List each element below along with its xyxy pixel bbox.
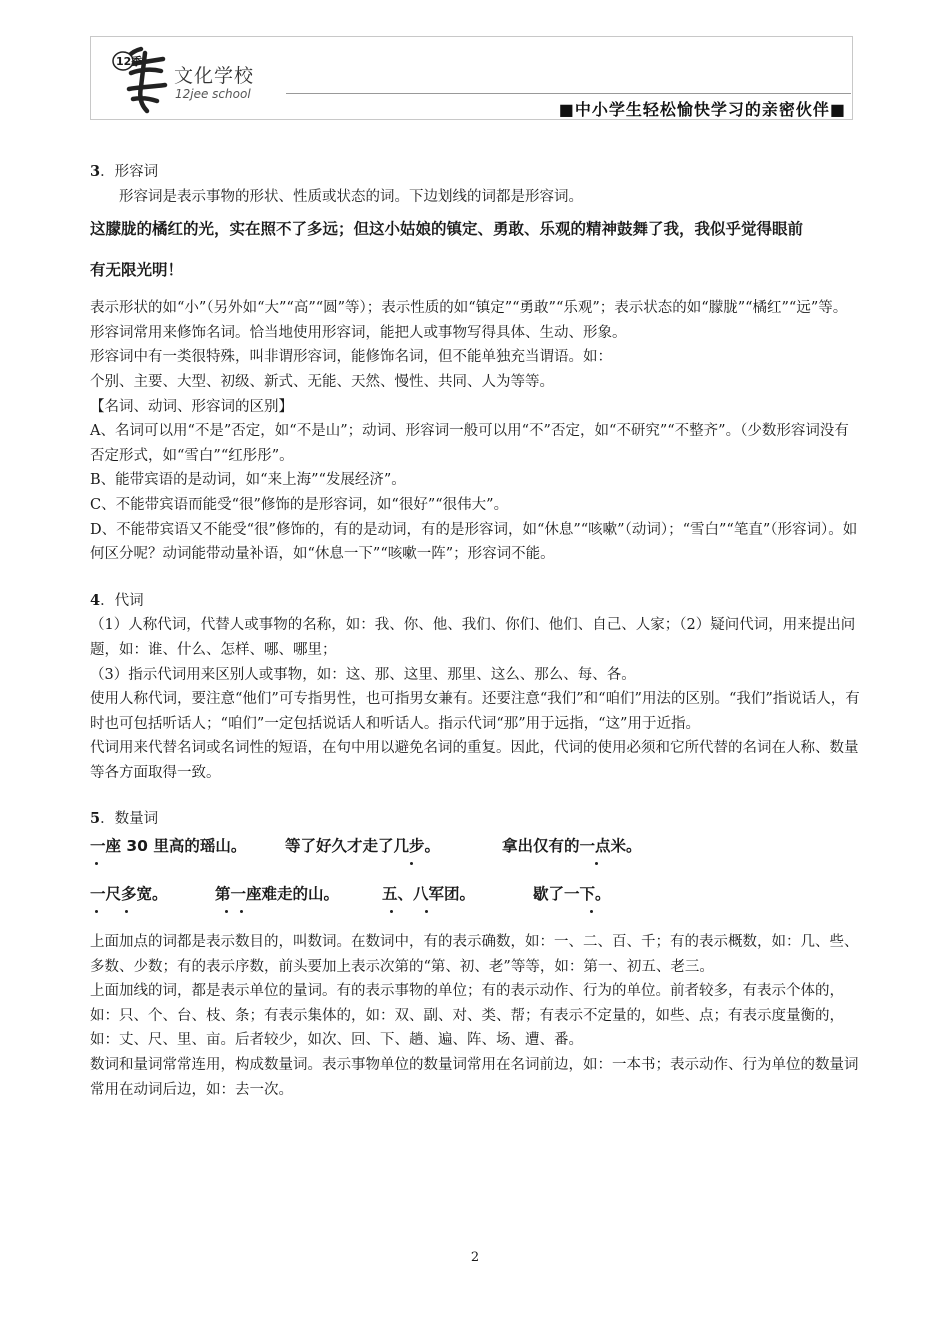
paragraph: 代词用来代替名词或名词性的短语，在句中用以避免名词的重复。因此，代词的使用必须和它所代替的名词在人称、数量等各方面取得一致。 bbox=[90, 740, 859, 781]
paragraph: C、不能带宾语而能受“很”修饰的是形容词，如“很好”“很伟大”。 bbox=[90, 496, 509, 513]
section-title-text: ．代词 bbox=[100, 592, 144, 609]
section-4-title bbox=[90, 589, 862, 614]
numeral-example: 第一座难走的山。 bbox=[215, 885, 340, 904]
header-slogan: ■中小学生轻松愉快学习的亲密伙伴■ bbox=[558, 100, 846, 119]
section-5-title bbox=[90, 807, 862, 832]
page-header bbox=[90, 36, 853, 120]
paragraph: 数词和量词常常连用，构成数量词。表示事物单位的数量词常用在名词前边，如：一本书；表示动作、行为单位的数量词常用在动词后边，如：去一次。 bbox=[90, 1057, 859, 1098]
emphasis-dot bbox=[125, 910, 128, 913]
section-3-intro: 形容词是表示事物的形状、性质或状态的词。下边划线的词都是形容词。 bbox=[119, 188, 583, 205]
school-english-name: 12jee school bbox=[175, 87, 251, 101]
paragraph: 形容词中有一类很特殊，叫非谓形容词，能修饰名词，但不能单独充当谓语。如： bbox=[90, 349, 612, 366]
emphasis-dot bbox=[410, 862, 413, 865]
emphasis-dot bbox=[595, 862, 598, 865]
paragraph: 上面加点的词都是表示数目的，叫数词。在数词中，有的表示确数，如：一、二、百、千；有的表示概数，如：几、些、多数、少数；有的表示序数，前头要加上表示次第的“第、初、老”等等，如：第一、初五、老三。 bbox=[90, 934, 859, 975]
numeral-example: 等了好久才走了几步。 bbox=[285, 837, 441, 856]
emphasis-dot bbox=[240, 910, 243, 913]
example-sentence: 这朦胧的橘红的光，实在照不了多远；但这小姑娘的镇定、勇敢、乐观的精神鼓舞了我，我似乎觉得眼前 bbox=[90, 220, 804, 239]
paragraph: B、能带宾语的是动词，如“来上海”“发展经济”。 bbox=[90, 472, 406, 489]
emphasis-dot bbox=[390, 910, 393, 913]
numeral-example: 一尺多宽。 bbox=[90, 885, 168, 904]
emphasis-dot bbox=[95, 862, 98, 865]
paragraph: 表示形状的如“小”（另外如“大”“高”“圆”等）；表示性质的如“镇定”“勇敢”“乐观”；表示状态的如“朦胧”“橘红”“远”等。 bbox=[90, 300, 848, 317]
paragraph: A、名词可以用“不是”否定，如“不是山”；动词、形容词一般可以用“不”否定，如“不研究”“不整齐”。（少数形容词没有否定形式，如“雪白”“红彤彤”。 bbox=[90, 423, 849, 464]
subheading: 【名词、动词、形容词的区别】 bbox=[90, 398, 293, 415]
document-body bbox=[90, 160, 862, 1102]
numeral-example: 拿出仅有的一点米。 bbox=[502, 837, 642, 856]
section-number: 5 bbox=[90, 810, 101, 828]
emphasis-dot bbox=[425, 910, 428, 913]
example-sentence-cont: 有无限光明！ bbox=[90, 261, 184, 280]
section-number: 3 bbox=[90, 163, 101, 180]
numeral-example: 一座 30 里高的瑶山。 bbox=[90, 837, 247, 856]
numeral-example-row-1 bbox=[90, 834, 862, 882]
school-name: 文化学校 bbox=[174, 65, 255, 87]
emphasis-dot bbox=[225, 910, 228, 913]
paragraph: D、不能带宾语又不能受“很”修饰的，有的是动词，有的是形容词，如“休息”“咳嗽”（动词）；“雪白”“笔直”（形容词）。如何区分呢？动词能带动量补语，如“休息一下”“咳嗽一阵”；形容词不能。 bbox=[90, 521, 858, 563]
emphasis-dot bbox=[95, 910, 98, 913]
section-title-text: ．数量词 bbox=[100, 811, 159, 828]
page-number: 2 bbox=[470, 1250, 480, 1265]
emphasis-dot bbox=[590, 910, 593, 913]
paragraph: 使用人称代词，要注意“他们”可专指男性，也可指男女兼有。还要注意“我们”和“咱们”用法的区别。“我们”指说话人，有时也可包括听话人；“咱们”一定包括说话人和听话人。指示代词“那”用于远指，“这”用于近指。 bbox=[90, 691, 860, 732]
numeral-example: 五、八军团。 bbox=[382, 885, 476, 904]
paragraph: （3）指示代词用来区别人或事物，如：这、那、这里、那里、这么、那么、每、各。 bbox=[90, 666, 636, 683]
numeral-example: 歇了一下。 bbox=[533, 885, 611, 904]
paragraph: 形容词常用来修饰名词。恰当地使用形容词，能把人或事物写得具体、生动、形象。 bbox=[90, 324, 627, 341]
numeral-example-row-2 bbox=[90, 882, 862, 930]
paragraph: 上面加线的词，都是表示单位的量词。有的表示事物的单位；有的表示动作、行为的单位。前者较多，有表示个体的，如：只、个、台、枝、条；有表示集体的，如：双、副、对、类、帮；有表示不定量的，如些、点；有表示度量衡的，如：丈、尺、里、亩。后者较少，如次、回、下、趟、遍、阵、场、遭、番。 bbox=[90, 983, 844, 1049]
section-3-title bbox=[90, 160, 862, 185]
section-number: 4 bbox=[90, 591, 101, 609]
paragraph: （1）人称代词，代替人或事物的名称，如：我、你、他、我们、你们、他们、自己、人家；（2）疑问代词，用来提出问题，如：谁、什么、怎样、哪、哪里； bbox=[90, 617, 856, 658]
header-divider bbox=[286, 93, 851, 94]
section-title-text: ．形容词 bbox=[100, 164, 159, 180]
paragraph: 个别、主要、大型、初级、新式、无能、天然、慢性、共同、人为等等。 bbox=[90, 373, 554, 390]
logo-number: 12季 bbox=[116, 55, 143, 68]
